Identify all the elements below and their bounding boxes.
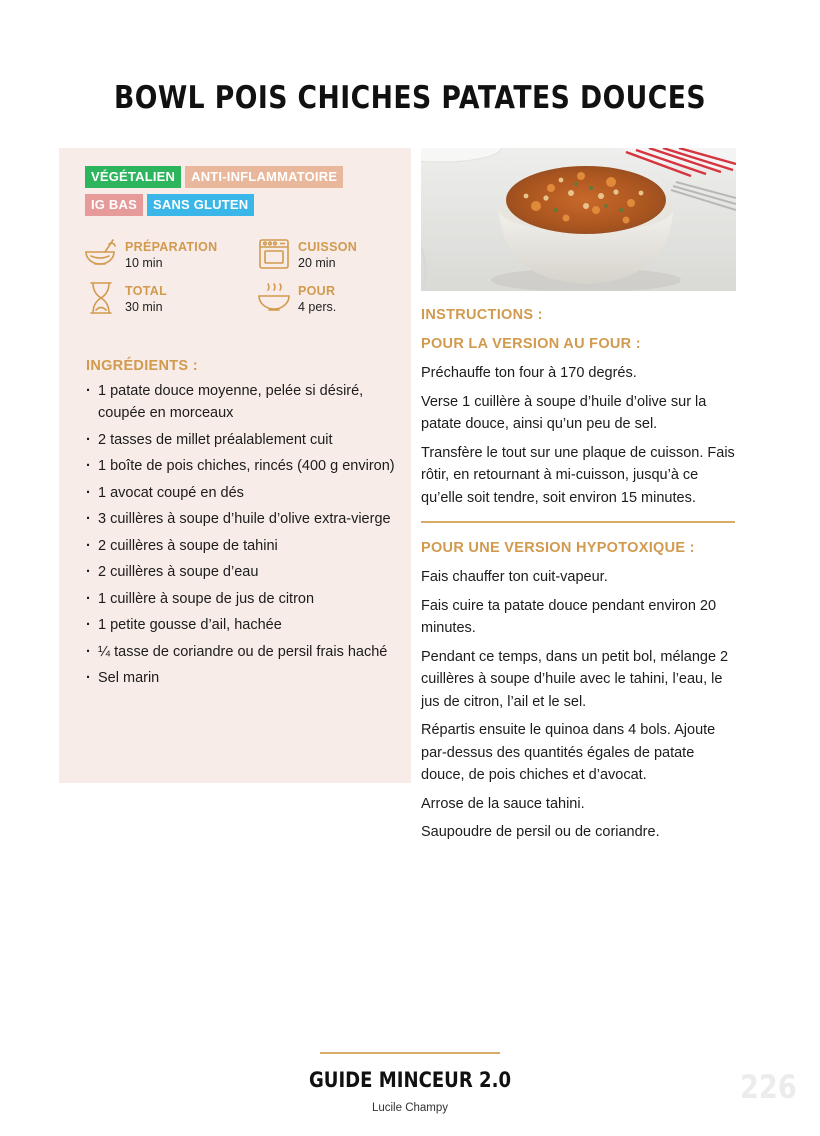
pour-label: POUR: [298, 284, 336, 298]
ingredient-item: · 2 cuillères à soupe d’eau: [86, 561, 404, 583]
oven-icon: [256, 236, 292, 272]
tag-sans-gluten: SANS GLUTEN: [147, 194, 254, 216]
oven-step: Transfère le tout sur une plaque de cuisson. Fais rôtir, en retournant à mi-cuisson, jusqu’à ce qu’elle soit tendre, soit environ 15 minutes.: [421, 444, 735, 506]
tag-ig-bas: IG BAS: [85, 194, 143, 216]
ingredient-item: · 1 avocat coupé en dés: [86, 482, 404, 504]
preparation-label: PRÉPARATION: [125, 240, 218, 254]
ingredients-title: INGRÉDIENTS :: [86, 358, 198, 374]
tag-vegetalien: VÉGÉTALIEN: [85, 166, 181, 188]
ingredient-item: · Sel marin: [86, 667, 404, 689]
section-divider: [421, 521, 735, 523]
bowl-photo-illustration: [421, 148, 736, 291]
ingredient-item: · 1 patate douce moyenne, pelée si désiré, coupée en morceaux: [86, 380, 404, 424]
total-value: 30 min: [125, 300, 163, 314]
pour-value: 4 pers.: [298, 300, 337, 314]
mixing-bowl-icon: [83, 236, 119, 272]
footer-divider: [320, 1052, 500, 1054]
hypotoxic-version-title: POUR UNE VERSION HYPOTOXIQUE :: [421, 540, 695, 556]
hypotoxic-step: Arrose de la sauce tahini.: [421, 795, 585, 812]
ingredient-list: [86, 380, 404, 694]
ingredient-item: · 3 cuillères à soupe d’huile d’olive extra-vierge: [86, 508, 404, 530]
preparation-value: 10 min: [125, 256, 163, 270]
hypotoxic-step: Pendant ce temps, dans un petit bol, mélange 2 cuillères à soupe d’huile avec le tahini, l’eau, le jus de citron, l’ail et le sel.: [421, 648, 729, 710]
recipe-info-panel: [59, 148, 411, 783]
serving-bowl-icon: [256, 280, 292, 316]
recipe-photo: [421, 148, 736, 291]
instructions-title: INSTRUCTIONS :: [421, 307, 543, 323]
instructions-column: [421, 304, 739, 850]
hypotoxic-step: Fais cuire ta patate douce pendant environ 20 minutes.: [421, 597, 717, 636]
guide-title: GUIDE MINCEUR 2.0: [308, 1068, 512, 1092]
meta-total: [83, 280, 253, 320]
hourglass-icon: [83, 280, 119, 316]
meta-preparation: [83, 236, 253, 276]
meta-cuisson: [256, 236, 426, 276]
oven-version-title: POUR LA VERSION AU FOUR :: [421, 336, 641, 352]
recipe-title: BOWL POIS CHICHES PATATES DOUCES: [113, 80, 707, 116]
ingredient-item: · 1 boîte de pois chiches, rincés (400 g environ): [86, 455, 404, 477]
oven-step: Verse 1 cuillère à soupe d’huile d’olive sur la patate douce, ainsi qu’un peu de sel.: [421, 393, 707, 432]
page-number: 226: [740, 1068, 797, 1106]
hypotoxic-step: Fais chauffer ton cuit-vapeur.: [421, 569, 608, 585]
ingredient-item: · ¼ tasse de coriandre ou de persil frais haché: [86, 641, 404, 663]
ingredient-item: · 1 petite gousse d’ail, hachée: [86, 614, 404, 636]
tag-list: [85, 166, 395, 222]
total-label: TOTAL: [125, 284, 168, 298]
hypotoxic-step: Répartis ensuite le quinoa dans 4 bols. Ajoute par-dessus des quantités égales de patate douce, de pois chiches et d’avocat.: [421, 722, 716, 783]
ingredient-item: · 1 cuillère à soupe de jus de citron: [86, 588, 404, 610]
ingredient-item: · 2 tasses de millet préalablement cuit: [86, 429, 404, 451]
author-name: Lucile Champy: [371, 1102, 449, 1114]
hypotoxic-step: Saupoudre de persil ou de coriandre.: [421, 824, 660, 840]
meta-pour: [256, 280, 426, 320]
ingredient-item: · 2 cuillères à soupe de tahini: [86, 535, 404, 557]
oven-step: Préchauffe ton four à 170 degrés.: [421, 365, 637, 381]
tag-anti-inflammatoire: ANTI-INFLAMMATOIRE: [185, 166, 343, 188]
cuisson-label: CUISSON: [298, 240, 358, 254]
cuisson-value: 20 min: [298, 256, 336, 270]
